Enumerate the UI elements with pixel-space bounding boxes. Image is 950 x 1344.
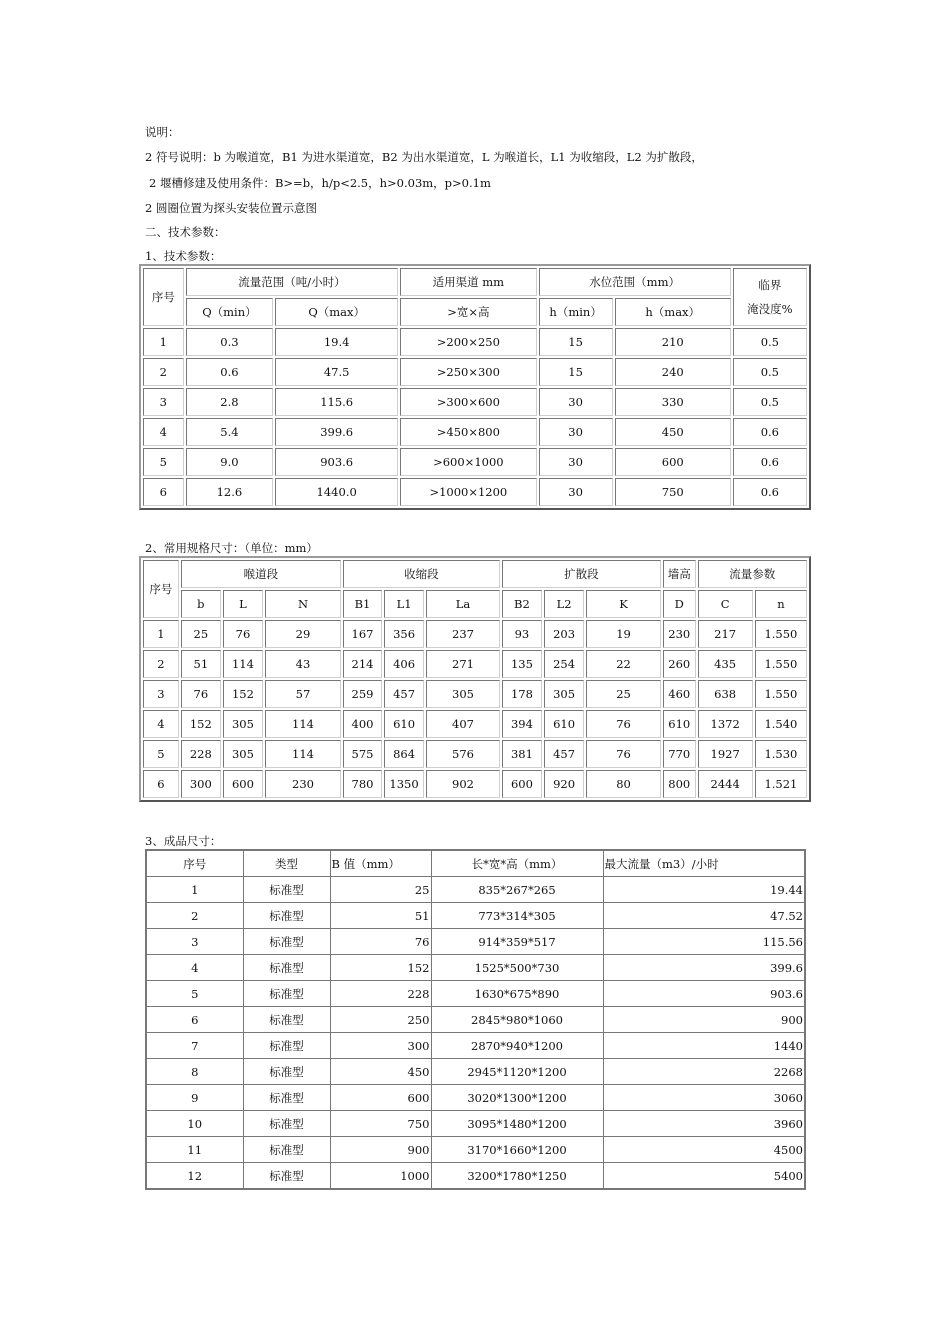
table-cell: 0.5 xyxy=(733,358,807,386)
table-cell: 610 xyxy=(384,710,424,738)
table-cell: 0.6 xyxy=(186,358,273,386)
table-cell: 4 xyxy=(143,710,179,738)
table-cell: 51 xyxy=(181,650,221,678)
table-cell: 2268 xyxy=(603,1059,805,1085)
table-cell: 76 xyxy=(586,710,661,738)
table-cell: 标准型 xyxy=(243,1033,330,1059)
table-cell: 0.6 xyxy=(733,478,807,506)
table-cell: 19.4 xyxy=(275,328,398,356)
table-cell: 5400 xyxy=(603,1163,805,1190)
table-row xyxy=(146,903,805,929)
table-cell: 1 xyxy=(143,620,179,648)
table-cell: 271 xyxy=(426,650,500,678)
table-cell: 25 xyxy=(586,680,661,708)
table-cell: 57 xyxy=(265,680,341,708)
table-cell: 114 xyxy=(223,650,263,678)
table-cell: 19 xyxy=(586,620,661,648)
table-row xyxy=(143,740,807,768)
table-cell: 25 xyxy=(330,877,431,903)
table-cell: >200×250 xyxy=(400,328,536,356)
table-cell: 25 xyxy=(181,620,221,648)
header-cell: L xyxy=(223,590,263,618)
table-cell: 1 xyxy=(143,328,184,356)
header-cell: C xyxy=(698,590,753,618)
header-cell: 长*宽*高（mm） xyxy=(431,850,603,877)
table-cell: 3960 xyxy=(603,1111,805,1137)
table-cell: 80 xyxy=(586,770,661,798)
table-cell: 780 xyxy=(343,770,382,798)
product-size-table xyxy=(145,849,806,1190)
table-row xyxy=(146,1111,805,1137)
table-row xyxy=(143,358,807,386)
table-cell: 1440 xyxy=(603,1033,805,1059)
table-cell: 0.3 xyxy=(186,328,273,356)
table-row xyxy=(146,1007,805,1033)
table2-title: 2、常用规格尺寸：（单位：mm） xyxy=(145,541,318,555)
table-cell: 237 xyxy=(426,620,500,648)
table-cell: 标准型 xyxy=(243,1163,330,1190)
table-cell: 152 xyxy=(223,680,263,708)
header-cell: 流量范围（吨/小时） xyxy=(186,268,399,296)
table-cell: 标准型 xyxy=(243,1111,330,1137)
table-cell: 3170*1660*1200 xyxy=(431,1137,603,1163)
spec-size-table xyxy=(139,556,811,802)
header-cell: >宽×高 xyxy=(400,298,536,326)
table-cell: 5.4 xyxy=(186,418,273,446)
table-cell: 457 xyxy=(384,680,424,708)
table-row xyxy=(146,1163,805,1190)
header-cell: 适用渠道 mm xyxy=(400,268,536,296)
table-cell: 300 xyxy=(330,1033,431,1059)
table-cell: 4 xyxy=(143,418,184,446)
table-row xyxy=(143,328,807,356)
table-cell: 214 xyxy=(343,650,382,678)
header-cell: K xyxy=(586,590,661,618)
table-cell: 29 xyxy=(265,620,341,648)
table-cell: 254 xyxy=(544,650,584,678)
table-cell: 3020*1300*1200 xyxy=(431,1085,603,1111)
table-cell: 399.6 xyxy=(275,418,398,446)
table-cell: 115.56 xyxy=(603,929,805,955)
table-cell: 76 xyxy=(223,620,263,648)
table-cell: 400 xyxy=(343,710,382,738)
table3-header-row xyxy=(146,850,805,877)
table-cell: 51 xyxy=(330,903,431,929)
table-cell: 1.540 xyxy=(755,710,807,738)
table2-subheader-row xyxy=(143,590,807,618)
table-cell: 标准型 xyxy=(243,1007,330,1033)
table-row xyxy=(146,981,805,1007)
table-cell: >250×300 xyxy=(400,358,536,386)
header-cell: 收缩段 xyxy=(343,560,500,588)
table-cell: 750 xyxy=(330,1111,431,1137)
table-cell: 5 xyxy=(146,981,243,1007)
table-cell: 920 xyxy=(544,770,584,798)
table-cell: 0.5 xyxy=(733,328,807,356)
table-cell: 381 xyxy=(502,740,542,768)
header-cell: B1 xyxy=(343,590,382,618)
table-cell: 167 xyxy=(343,620,382,648)
table-cell: 3060 xyxy=(603,1085,805,1111)
table-cell: 1350 xyxy=(384,770,424,798)
table-cell: 6 xyxy=(146,1007,243,1033)
table-cell: 114 xyxy=(265,710,341,738)
table-cell: 标准型 xyxy=(243,1059,330,1085)
table-cell: 305 xyxy=(223,710,263,738)
table-cell: 864 xyxy=(384,740,424,768)
header-cell: 墙高 xyxy=(663,560,696,588)
table-cell: 450 xyxy=(330,1059,431,1085)
table-cell: 900 xyxy=(603,1007,805,1033)
header-cell: 类型 xyxy=(243,850,330,877)
table-cell: 228 xyxy=(330,981,431,1007)
table-cell: 47.52 xyxy=(603,903,805,929)
table-cell: 750 xyxy=(615,478,731,506)
table-cell: 7 xyxy=(146,1033,243,1059)
table-cell: 1440.0 xyxy=(275,478,398,506)
table-cell: 3 xyxy=(143,680,179,708)
table-cell: 2 xyxy=(146,903,243,929)
table-cell: 406 xyxy=(384,650,424,678)
table-cell: 标准型 xyxy=(243,955,330,981)
table-row xyxy=(143,770,807,798)
table-cell: 900 xyxy=(330,1137,431,1163)
table-cell: 903.6 xyxy=(275,448,398,476)
table-cell: 600 xyxy=(330,1085,431,1111)
table-cell: 305 xyxy=(544,680,584,708)
table-cell: 10 xyxy=(146,1111,243,1137)
table-cell: 标准型 xyxy=(243,981,330,1007)
table-row xyxy=(146,929,805,955)
header-cell: D xyxy=(663,590,696,618)
table-cell: 30 xyxy=(539,478,613,506)
table-cell: 135 xyxy=(502,650,542,678)
table-cell: 2945*1120*1200 xyxy=(431,1059,603,1085)
table-cell: 2444 xyxy=(698,770,753,798)
table-cell: 11 xyxy=(146,1137,243,1163)
table-cell: 2870*940*1200 xyxy=(431,1033,603,1059)
table-cell: 2845*980*1060 xyxy=(431,1007,603,1033)
table-cell: 2 xyxy=(143,650,179,678)
table-row xyxy=(146,955,805,981)
section-tech-params: 二、技术参数： xyxy=(145,225,226,239)
header-cell: 序号 xyxy=(143,268,184,326)
table-cell: 3200*1780*1250 xyxy=(431,1163,603,1190)
table-cell: 93 xyxy=(502,620,542,648)
table-cell: 575 xyxy=(343,740,382,768)
table-cell: 600 xyxy=(502,770,542,798)
table-row xyxy=(143,710,807,738)
table-cell: 230 xyxy=(663,620,696,648)
table-cell: 152 xyxy=(181,710,221,738)
table-cell: 638 xyxy=(698,680,753,708)
table-cell: 30 xyxy=(539,448,613,476)
table-cell: 1.550 xyxy=(755,680,807,708)
table-cell: 2 xyxy=(143,358,184,386)
table-cell: 3095*1480*1200 xyxy=(431,1111,603,1137)
table-cell: 1927 xyxy=(698,740,753,768)
table-cell: 1.530 xyxy=(755,740,807,768)
table-cell: 773*314*305 xyxy=(431,903,603,929)
table-cell: 610 xyxy=(663,710,696,738)
header-cell: 最大流量（m3）/小时 xyxy=(603,850,805,877)
table-row xyxy=(146,1033,805,1059)
table-cell: 5 xyxy=(143,740,179,768)
header-cell: 序号 xyxy=(146,850,243,877)
table-row xyxy=(143,680,807,708)
table-cell: 6 xyxy=(143,770,179,798)
table-cell: 19.44 xyxy=(603,877,805,903)
table-cell: 230 xyxy=(265,770,341,798)
table-cell: 15 xyxy=(539,328,613,356)
table-cell: 1630*675*890 xyxy=(431,981,603,1007)
table-row xyxy=(146,877,805,903)
table-cell: 12.6 xyxy=(186,478,273,506)
table-row xyxy=(146,1085,805,1111)
header-cell: 水位范围（mm） xyxy=(539,268,731,296)
table-cell: 914*359*517 xyxy=(431,929,603,955)
table-cell: >450×800 xyxy=(400,418,536,446)
table-cell: 399.6 xyxy=(603,955,805,981)
note-heading: 说明： xyxy=(145,125,180,139)
header-cell: B 值（mm） xyxy=(330,850,431,877)
header-cell: 扩散段 xyxy=(502,560,661,588)
table-cell: 178 xyxy=(502,680,542,708)
table-cell: 903.6 xyxy=(603,981,805,1007)
table1-subheader-row xyxy=(143,298,807,326)
header-cell: La xyxy=(426,590,500,618)
table-cell: 30 xyxy=(539,388,613,416)
table-cell: 1.550 xyxy=(755,620,807,648)
header-cell: L2 xyxy=(544,590,584,618)
header-cell-line: 淹没度% xyxy=(747,302,793,316)
table-cell: 标准型 xyxy=(243,903,330,929)
table-cell: 76 xyxy=(586,740,661,768)
table-row xyxy=(143,478,807,506)
table-cell: 标准型 xyxy=(243,1085,330,1111)
table-row xyxy=(143,650,807,678)
header-cell-line: 临界 xyxy=(758,278,782,292)
table-cell: 800 xyxy=(663,770,696,798)
table-cell: 217 xyxy=(698,620,753,648)
table-cell: 203 xyxy=(544,620,584,648)
table-cell: 457 xyxy=(544,740,584,768)
table-cell: 330 xyxy=(615,388,731,416)
table-cell: 标准型 xyxy=(243,929,330,955)
table-cell: 576 xyxy=(426,740,500,768)
table-cell: 2.8 xyxy=(186,388,273,416)
header-cell xyxy=(733,268,807,326)
table-cell: 610 xyxy=(544,710,584,738)
table-cell: 5 xyxy=(143,448,184,476)
table-cell: >300×600 xyxy=(400,388,536,416)
header-cell: B2 xyxy=(502,590,542,618)
table-cell: 210 xyxy=(615,328,731,356)
table-cell: 1.521 xyxy=(755,770,807,798)
table-cell: 435 xyxy=(698,650,753,678)
table-cell: 305 xyxy=(223,740,263,768)
tech-params-table xyxy=(139,264,811,510)
table-cell: 305 xyxy=(426,680,500,708)
table3-title: 3、成品尺寸： xyxy=(145,834,222,848)
note-symbols: 2 符号说明：b 为喉道宽，B1 为进水渠道宽，B2 为出水渠道宽，L 为喉道长，L1 为收缩段，L2 为扩散段， xyxy=(145,150,703,164)
table-cell: 9 xyxy=(146,1085,243,1111)
table-cell: 标准型 xyxy=(243,877,330,903)
table-row xyxy=(146,1137,805,1163)
note-probe-position: 2 圆圈位置为探头安装位置示意图 xyxy=(145,201,317,215)
table-cell: 3 xyxy=(146,929,243,955)
table-row xyxy=(143,620,807,648)
table-cell: 407 xyxy=(426,710,500,738)
table-cell: 1525*500*730 xyxy=(431,955,603,981)
table-cell: 300 xyxy=(181,770,221,798)
header-cell: h（max） xyxy=(615,298,731,326)
header-cell: 流量参数 xyxy=(698,560,808,588)
header-cell: 序号 xyxy=(143,560,179,618)
table-cell: 0.6 xyxy=(733,448,807,476)
table-cell: 114 xyxy=(265,740,341,768)
table-cell: 228 xyxy=(181,740,221,768)
header-cell: b xyxy=(181,590,221,618)
table-cell: 259 xyxy=(343,680,382,708)
table-cell: 152 xyxy=(330,955,431,981)
header-cell: L1 xyxy=(384,590,424,618)
table-cell: 1.550 xyxy=(755,650,807,678)
table-cell: 47.5 xyxy=(275,358,398,386)
table-cell: >1000×1200 xyxy=(400,478,536,506)
table-cell: 1 xyxy=(146,877,243,903)
table1-header-row xyxy=(143,268,807,296)
table-cell: 3 xyxy=(143,388,184,416)
table-cell: 30 xyxy=(539,418,613,446)
table-cell: 0.5 xyxy=(733,388,807,416)
table-cell: 0.6 xyxy=(733,418,807,446)
table-cell: 1000 xyxy=(330,1163,431,1190)
table-cell: 770 xyxy=(663,740,696,768)
table-row xyxy=(143,418,807,446)
table-cell: 250 xyxy=(330,1007,431,1033)
table-cell: 835*267*265 xyxy=(431,877,603,903)
header-cell: h（min） xyxy=(539,298,613,326)
table-cell: 8 xyxy=(146,1059,243,1085)
table-cell: 43 xyxy=(265,650,341,678)
table-cell: 460 xyxy=(663,680,696,708)
table-cell: 450 xyxy=(615,418,731,446)
table2-header-row xyxy=(143,560,807,588)
table-cell: 12 xyxy=(146,1163,243,1190)
table-cell: 902 xyxy=(426,770,500,798)
table-cell: 115.6 xyxy=(275,388,398,416)
table-cell: 15 xyxy=(539,358,613,386)
table-cell: 240 xyxy=(615,358,731,386)
table-cell: 6 xyxy=(143,478,184,506)
table-cell: 76 xyxy=(181,680,221,708)
table-cell: 1372 xyxy=(698,710,753,738)
table-row xyxy=(143,448,807,476)
table1-title: 1、技术参数： xyxy=(145,249,222,263)
header-cell: Q（min） xyxy=(186,298,273,326)
table-row xyxy=(143,388,807,416)
table-cell: 356 xyxy=(384,620,424,648)
table-cell: 标准型 xyxy=(243,1137,330,1163)
header-cell: N xyxy=(265,590,341,618)
table-cell: 394 xyxy=(502,710,542,738)
table-cell: 76 xyxy=(330,929,431,955)
header-cell: 喉道段 xyxy=(181,560,341,588)
table-cell: 22 xyxy=(586,650,661,678)
table-cell: 9.0 xyxy=(186,448,273,476)
note-conditions: 2 堰槽修建及使用条件：B>=b，h/p<2.5，h>0.03m，p>0.1m xyxy=(149,176,491,190)
table-cell: 4 xyxy=(146,955,243,981)
table-cell: 600 xyxy=(615,448,731,476)
table-cell: 260 xyxy=(663,650,696,678)
header-cell: n xyxy=(755,590,807,618)
table-row xyxy=(146,1059,805,1085)
table-cell: 4500 xyxy=(603,1137,805,1163)
header-cell: Q（max） xyxy=(275,298,398,326)
table-cell: >600×1000 xyxy=(400,448,536,476)
table-cell: 600 xyxy=(223,770,263,798)
